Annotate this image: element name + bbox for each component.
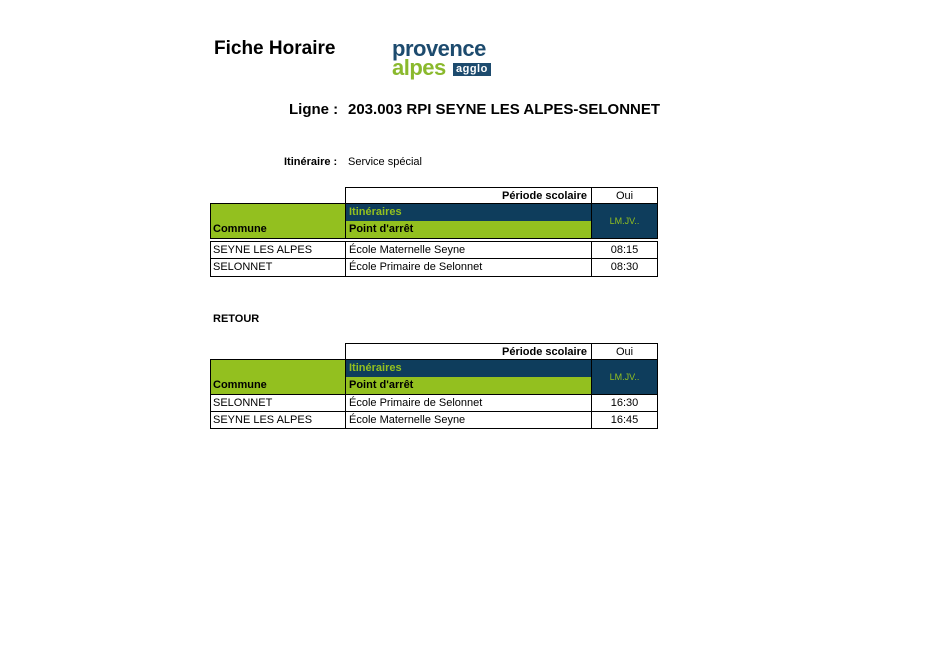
- schedule-table-aller: [210, 187, 658, 278]
- itineraires-header: Itinéraires: [345, 203, 592, 221]
- itinerary-value: Service spécial: [348, 156, 422, 168]
- periode-label: Période scolaire: [345, 187, 592, 204]
- time-cell: 08:15: [591, 241, 658, 259]
- stop-cell: École Maternelle Seyne: [345, 411, 592, 429]
- point-arret-header: Point d'arrêt: [345, 377, 592, 395]
- line-label: Ligne :: [289, 101, 339, 118]
- page-title: Fiche Horaire: [214, 38, 336, 59]
- line-value: 203.003 RPI SEYNE LES ALPES-SELONNET: [348, 101, 661, 118]
- point-arret-header: Point d'arrêt: [345, 221, 592, 239]
- logo-text-agglo: agglo: [453, 63, 491, 76]
- schedule-table-retour: [210, 343, 658, 429]
- commune-header: Commune: [210, 359, 346, 395]
- logo-text-alpes: alpes: [392, 55, 446, 80]
- commune-cell: SEYNE LES ALPES: [210, 241, 346, 259]
- stop-cell: École Maternelle Seyne: [345, 241, 592, 259]
- commune-header: Commune: [210, 203, 346, 239]
- time-cell: 08:30: [591, 258, 658, 277]
- logo-text-provence: provence: [392, 36, 486, 61]
- periode-value: Oui: [591, 343, 658, 360]
- itineraires-header: Itinéraires: [345, 359, 592, 377]
- stop-cell: École Primaire de Selonnet: [345, 258, 592, 277]
- stop-cell: École Primaire de Selonnet: [345, 394, 592, 412]
- time-cell: 16:30: [591, 394, 658, 412]
- retour-section-title: RETOUR: [213, 313, 260, 325]
- days-header: LM.JV..: [591, 359, 658, 395]
- periode-label: Période scolaire: [345, 343, 592, 360]
- provence-alpes-agglo-logo: [392, 38, 504, 88]
- commune-cell: SELONNET: [210, 258, 346, 277]
- periode-value: Oui: [591, 187, 658, 204]
- time-cell: 16:45: [591, 411, 658, 429]
- commune-cell: SELONNET: [210, 394, 346, 412]
- commune-cell: SEYNE LES ALPES: [210, 411, 346, 429]
- itinerary-label: Itinéraire :: [284, 156, 338, 168]
- days-header: LM.JV..: [591, 203, 658, 239]
